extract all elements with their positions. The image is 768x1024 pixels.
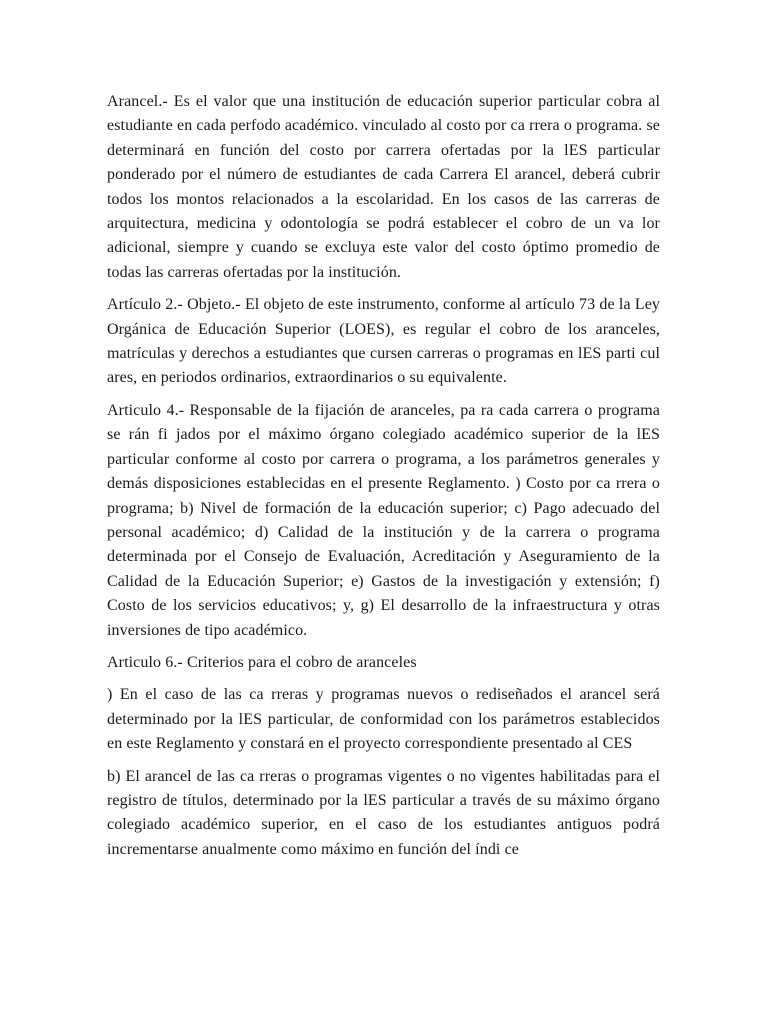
paragraph-arancel-definition: Arancel.- Es el valor que una institución de educación superior particular cobra al estudiante en cada perfodo académico. vinculado al costo por ca rrera o programa. se determinará en función del costo por carrera ofertadas por la lES particular ponderado por el número de estudiantes de cada Carrera El arancel, deberá cubrir todos los montos relacionados a la escolaridad. En los casos de las carreras de arquitectura, medicina y odontología se podrá establecer el cobro de un va lor adicional, siempre y cuando se excluya este valor del costo óptimo promedio de todas las carreras ofertadas por la institución. [107,93,660,281]
document-body [107,90,660,870]
heading-articulo-6: Articulo 6.- Criterios para el cobro de aranceles [107,653,417,671]
paragraph-criterio-a: ) En el caso de las ca rreras y programas nuevos o rediseñados el arancel será determinado por la lES particular, de conformidad con los parámetros establecidos en este Reglamento y constará en el proyecto correspondiente presentado al CES [107,686,660,753]
paragraph-articulo-2: Artículo 2.- Objeto.- El objeto de este instrumento, conforme al artículo 73 de la Ley Orgánica de Educación Superior (LOES), es regular el cobro de los aranceles, matrículas y derechos a estudiantes que cursen carreras o programas en lES parti cul ares, en periodos ordinarios, extraordinarios o su equivalente. [107,296,660,387]
paragraph-criterio-b: b) El arancel de las ca rreras o programas vigentes o no vigentes habilitadas para el registro de títulos, determinado por la lES particular a través de su máximo órgano colegiado académico superior, en el caso de los estudiantes antiguos podrá incrementarse anualmente como máximo en función del índi ce [107,767,660,858]
paragraph-articulo-4: Articulo 4.- Responsable de la fijación de aranceles, pa ra cada carrera o programa se rán fi jados por el máximo órgano colegiado académico superior de la lES particular conforme al costo por carrera o programa, a los parámetros generales y demás disposiciones establecidas en el presente Reglamento. ) Costo por ca rrera o programa; b) Nivel de formación de la educación superior; c) Pago adecuado del personal académico; d) Calidad de la institución y de la carrera o programa determinada por el Consejo de Evaluación, Acreditación y Aseguramiento de la Calidad de la Educación Superior; e) Gastos de la investigación y extensión; f) Costo de los servicios educativos; y, g) El desarrollo de la infraestructura y otras inversiones de tipo académico. [107,401,660,639]
